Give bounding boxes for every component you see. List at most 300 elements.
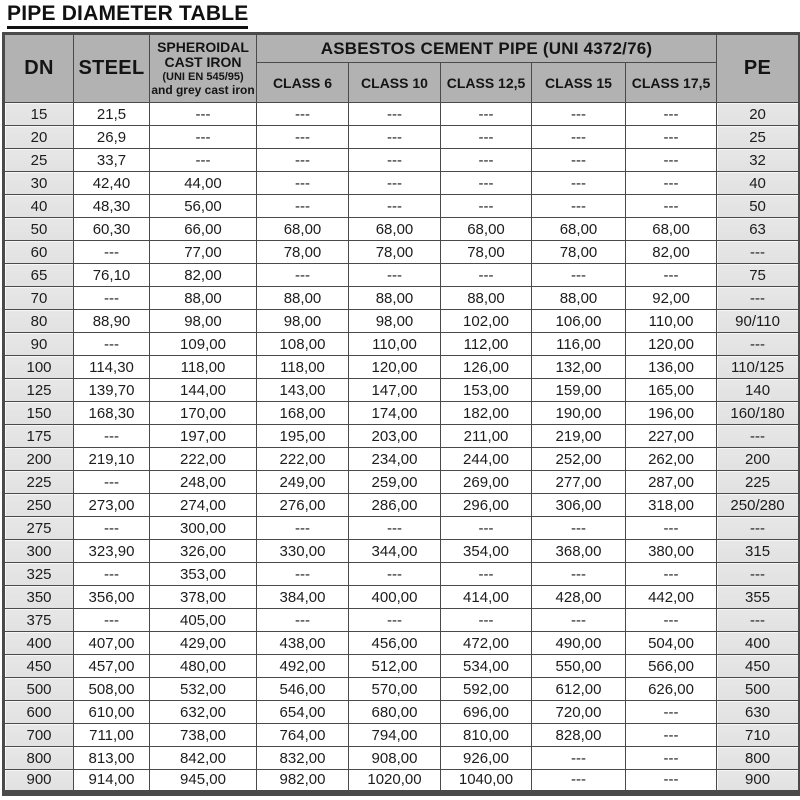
diameter-value-cell: --- xyxy=(74,609,150,632)
diameter-value-cell: --- xyxy=(626,195,717,218)
diameter-value-cell: 532,00 xyxy=(150,678,257,701)
column-header-dn: DN xyxy=(4,34,74,103)
diameter-value-cell: --- xyxy=(441,517,532,540)
diameter-value-cell: --- xyxy=(349,195,441,218)
diameter-value-cell: --- xyxy=(532,195,626,218)
diameter-value-cell: --- xyxy=(626,517,717,540)
table-row xyxy=(4,126,800,149)
diameter-value-cell: --- xyxy=(257,609,349,632)
diameter-value-cell: 168,00 xyxy=(257,402,349,425)
pe-cell: 140 xyxy=(717,379,800,402)
diameter-value-cell: --- xyxy=(349,149,441,172)
diameter-value-cell: 98,00 xyxy=(349,310,441,333)
diameter-value-cell: 323,90 xyxy=(74,540,150,563)
diameter-value-cell: --- xyxy=(257,103,349,126)
diameter-value-cell: 108,00 xyxy=(257,333,349,356)
diameter-value-cell: 33,7 xyxy=(74,149,150,172)
diameter-value-cell: 832,00 xyxy=(257,747,349,770)
diameter-value-cell: 828,00 xyxy=(532,724,626,747)
diameter-value-cell: 120,00 xyxy=(349,356,441,379)
diameter-value-cell: 550,00 xyxy=(532,655,626,678)
diameter-value-cell: 92,00 xyxy=(626,287,717,310)
diameter-value-cell: 326,00 xyxy=(150,540,257,563)
dn-cell: 400 xyxy=(4,632,74,655)
dn-cell: 25 xyxy=(4,149,74,172)
diameter-value-cell: 300,00 xyxy=(150,517,257,540)
diameter-value-cell: --- xyxy=(257,172,349,195)
pe-cell: 32 xyxy=(717,149,800,172)
dn-cell: 275 xyxy=(4,517,74,540)
table-row xyxy=(4,379,800,402)
diameter-value-cell: 504,00 xyxy=(626,632,717,655)
diameter-value-cell: --- xyxy=(626,770,717,793)
pe-cell: --- xyxy=(717,563,800,586)
table-row xyxy=(4,356,800,379)
dn-cell: 200 xyxy=(4,448,74,471)
pe-cell: 50 xyxy=(717,195,800,218)
diameter-value-cell: --- xyxy=(74,241,150,264)
table-row xyxy=(4,632,800,655)
pe-cell: 225 xyxy=(717,471,800,494)
column-header-pe: PE xyxy=(717,34,800,103)
page-title: PIPE DIAMETER TABLE xyxy=(7,3,248,29)
diameter-value-cell: 88,00 xyxy=(349,287,441,310)
dn-cell: 70 xyxy=(4,287,74,310)
pe-cell: 800 xyxy=(717,747,800,770)
column-header-class-10: CLASS 10 xyxy=(349,63,441,103)
pe-cell: 250/280 xyxy=(717,494,800,517)
diameter-value-cell: 982,00 xyxy=(257,770,349,793)
diameter-value-cell: 428,00 xyxy=(532,586,626,609)
diameter-value-cell: --- xyxy=(626,724,717,747)
dn-cell: 600 xyxy=(4,701,74,724)
dn-cell: 175 xyxy=(4,425,74,448)
cast-iron-note: and grey cast iron xyxy=(151,83,255,98)
diameter-value-cell: 211,00 xyxy=(441,425,532,448)
diameter-value-cell: 480,00 xyxy=(150,655,257,678)
diameter-value-cell: 405,00 xyxy=(150,609,257,632)
diameter-value-cell: --- xyxy=(441,609,532,632)
diameter-value-cell: --- xyxy=(257,149,349,172)
diameter-value-cell: 1040,00 xyxy=(441,770,532,793)
diameter-value-cell: --- xyxy=(441,195,532,218)
dn-cell: 65 xyxy=(4,264,74,287)
diameter-value-cell: 378,00 xyxy=(150,586,257,609)
diameter-value-cell: 269,00 xyxy=(441,471,532,494)
dn-cell: 80 xyxy=(4,310,74,333)
table-row xyxy=(4,310,800,333)
diameter-value-cell: --- xyxy=(532,149,626,172)
pe-cell: --- xyxy=(717,241,800,264)
table-row xyxy=(4,448,800,471)
dn-cell: 225 xyxy=(4,471,74,494)
pe-cell: --- xyxy=(717,425,800,448)
pe-cell: 40 xyxy=(717,172,800,195)
diameter-value-cell: 318,00 xyxy=(626,494,717,517)
diameter-value-cell: 720,00 xyxy=(532,701,626,724)
diameter-value-cell: --- xyxy=(441,563,532,586)
diameter-value-cell: 56,00 xyxy=(150,195,257,218)
diameter-value-cell: 78,00 xyxy=(532,241,626,264)
dn-cell: 60 xyxy=(4,241,74,264)
diameter-value-cell: --- xyxy=(626,609,717,632)
dn-cell: 325 xyxy=(4,563,74,586)
table-row xyxy=(4,494,800,517)
diameter-value-cell: 842,00 xyxy=(150,747,257,770)
diameter-value-cell: --- xyxy=(532,126,626,149)
diameter-value-cell: --- xyxy=(349,103,441,126)
diameter-value-cell: 244,00 xyxy=(441,448,532,471)
diameter-value-cell: 98,00 xyxy=(150,310,257,333)
diameter-value-cell: 400,00 xyxy=(349,586,441,609)
diameter-value-cell: 66,00 xyxy=(150,218,257,241)
diameter-value-cell: 42,40 xyxy=(74,172,150,195)
pe-cell: 710 xyxy=(717,724,800,747)
diameter-value-cell: --- xyxy=(257,195,349,218)
diameter-value-cell: 88,90 xyxy=(74,310,150,333)
table-row xyxy=(4,701,800,724)
pe-cell: 630 xyxy=(717,701,800,724)
diameter-value-cell: --- xyxy=(257,126,349,149)
diameter-value-cell: --- xyxy=(349,563,441,586)
diameter-value-cell: --- xyxy=(626,701,717,724)
pe-cell: 315 xyxy=(717,540,800,563)
diameter-value-cell: 68,00 xyxy=(257,218,349,241)
column-header-steel: STEEL xyxy=(74,34,150,103)
table-body xyxy=(4,103,800,793)
diameter-value-cell: 249,00 xyxy=(257,471,349,494)
diameter-value-cell: 195,00 xyxy=(257,425,349,448)
diameter-value-cell: --- xyxy=(349,172,441,195)
diameter-value-cell: --- xyxy=(532,172,626,195)
diameter-value-cell: 368,00 xyxy=(532,540,626,563)
pe-cell: 110/125 xyxy=(717,356,800,379)
diameter-value-cell: 490,00 xyxy=(532,632,626,655)
diameter-value-cell: --- xyxy=(532,563,626,586)
diameter-value-cell: 632,00 xyxy=(150,701,257,724)
dn-cell: 90 xyxy=(4,333,74,356)
diameter-value-cell: --- xyxy=(532,770,626,793)
diameter-value-cell: 813,00 xyxy=(74,747,150,770)
column-header-class-15: CLASS 15 xyxy=(532,63,626,103)
diameter-value-cell: 77,00 xyxy=(150,241,257,264)
pe-cell: 200 xyxy=(717,448,800,471)
diameter-value-cell: 88,00 xyxy=(532,287,626,310)
diameter-value-cell: 227,00 xyxy=(626,425,717,448)
diameter-value-cell: 222,00 xyxy=(150,448,257,471)
diameter-value-cell: 512,00 xyxy=(349,655,441,678)
diameter-value-cell: --- xyxy=(441,264,532,287)
table-row xyxy=(4,724,800,747)
diameter-value-cell: 126,00 xyxy=(441,356,532,379)
diameter-value-cell: 112,00 xyxy=(441,333,532,356)
diameter-value-cell: 252,00 xyxy=(532,448,626,471)
diameter-value-cell: 248,00 xyxy=(150,471,257,494)
diameter-value-cell: --- xyxy=(349,264,441,287)
diameter-value-cell: 234,00 xyxy=(349,448,441,471)
diameter-value-cell: 457,00 xyxy=(74,655,150,678)
diameter-value-cell: 908,00 xyxy=(349,747,441,770)
diameter-value-cell: 353,00 xyxy=(150,563,257,586)
diameter-value-cell: --- xyxy=(626,264,717,287)
pe-cell: 90/110 xyxy=(717,310,800,333)
diameter-value-cell: 442,00 xyxy=(626,586,717,609)
diameter-value-cell: 222,00 xyxy=(257,448,349,471)
diameter-value-cell: 407,00 xyxy=(74,632,150,655)
diameter-value-cell: 153,00 xyxy=(441,379,532,402)
diameter-value-cell: --- xyxy=(74,333,150,356)
diameter-value-cell: 78,00 xyxy=(349,241,441,264)
diameter-value-cell: 764,00 xyxy=(257,724,349,747)
diameter-value-cell: 570,00 xyxy=(349,678,441,701)
diameter-value-cell: 44,00 xyxy=(150,172,257,195)
diameter-value-cell: 612,00 xyxy=(532,678,626,701)
pe-cell: 400 xyxy=(717,632,800,655)
diameter-value-cell: 287,00 xyxy=(626,471,717,494)
diameter-value-cell: 190,00 xyxy=(532,402,626,425)
diameter-value-cell: 110,00 xyxy=(349,333,441,356)
diameter-value-cell: 118,00 xyxy=(150,356,257,379)
diameter-value-cell: --- xyxy=(441,126,532,149)
diameter-value-cell: 196,00 xyxy=(626,402,717,425)
diameter-value-cell: 78,00 xyxy=(441,241,532,264)
pe-cell: 450 xyxy=(717,655,800,678)
diameter-value-cell: 78,00 xyxy=(257,241,349,264)
diameter-value-cell: 456,00 xyxy=(349,632,441,655)
dn-cell: 150 xyxy=(4,402,74,425)
dn-cell: 30 xyxy=(4,172,74,195)
table-row xyxy=(4,586,800,609)
table-row xyxy=(4,563,800,586)
diameter-value-cell: 106,00 xyxy=(532,310,626,333)
diameter-value-cell: 566,00 xyxy=(626,655,717,678)
table-row xyxy=(4,287,800,310)
table-row xyxy=(4,425,800,448)
pe-cell: --- xyxy=(717,333,800,356)
diameter-value-cell: --- xyxy=(74,287,150,310)
pe-cell: 160/180 xyxy=(717,402,800,425)
diameter-value-cell: 118,00 xyxy=(257,356,349,379)
diameter-value-cell: 354,00 xyxy=(441,540,532,563)
diameter-value-cell: 159,00 xyxy=(532,379,626,402)
diameter-value-cell: 626,00 xyxy=(626,678,717,701)
diameter-value-cell: --- xyxy=(626,126,717,149)
diameter-value-cell: --- xyxy=(532,103,626,126)
dn-cell: 15 xyxy=(4,103,74,126)
diameter-value-cell: 68,00 xyxy=(532,218,626,241)
diameter-value-cell: 147,00 xyxy=(349,379,441,402)
diameter-value-cell: 492,00 xyxy=(257,655,349,678)
table-row xyxy=(4,149,800,172)
diameter-value-cell: 286,00 xyxy=(349,494,441,517)
column-header-cast-iron xyxy=(150,34,257,103)
diameter-value-cell: 60,30 xyxy=(74,218,150,241)
diameter-value-cell: 926,00 xyxy=(441,747,532,770)
diameter-value-cell: 306,00 xyxy=(532,494,626,517)
column-header-class-12-5: CLASS 12,5 xyxy=(441,63,532,103)
diameter-value-cell: 696,00 xyxy=(441,701,532,724)
column-header-class-6: CLASS 6 xyxy=(257,63,349,103)
diameter-value-cell: 21,5 xyxy=(74,103,150,126)
diameter-value-cell: 26,9 xyxy=(74,126,150,149)
table-row xyxy=(4,264,800,287)
diameter-value-cell: --- xyxy=(532,264,626,287)
table-row xyxy=(4,655,800,678)
diameter-value-cell: 414,00 xyxy=(441,586,532,609)
diameter-value-cell: 82,00 xyxy=(626,241,717,264)
cast-iron-title: SPHEROIDAL CAST IRON xyxy=(157,39,249,71)
diameter-value-cell: 472,00 xyxy=(441,632,532,655)
pe-cell: 20 xyxy=(717,103,800,126)
diameter-value-cell: --- xyxy=(74,517,150,540)
diameter-value-cell: --- xyxy=(532,747,626,770)
dn-cell: 900 xyxy=(4,770,74,793)
diameter-value-cell: 116,00 xyxy=(532,333,626,356)
table-row xyxy=(4,195,800,218)
diameter-value-cell: 144,00 xyxy=(150,379,257,402)
dn-cell: 450 xyxy=(4,655,74,678)
diameter-value-cell: 273,00 xyxy=(74,494,150,517)
diameter-value-cell: 76,10 xyxy=(74,264,150,287)
dn-cell: 40 xyxy=(4,195,74,218)
diameter-value-cell: 139,70 xyxy=(74,379,150,402)
diameter-value-cell: 429,00 xyxy=(150,632,257,655)
diameter-value-cell: --- xyxy=(441,149,532,172)
pe-cell: 900 xyxy=(717,770,800,793)
diameter-value-cell: 203,00 xyxy=(349,425,441,448)
diameter-value-cell: --- xyxy=(626,747,717,770)
diameter-value-cell: --- xyxy=(626,149,717,172)
pipe-diameter-table xyxy=(2,32,800,796)
diameter-value-cell: 534,00 xyxy=(441,655,532,678)
diameter-value-cell: 1020,00 xyxy=(349,770,441,793)
diameter-value-cell: 88,00 xyxy=(150,287,257,310)
table-row xyxy=(4,402,800,425)
diameter-value-cell: 174,00 xyxy=(349,402,441,425)
diameter-value-cell: 438,00 xyxy=(257,632,349,655)
diameter-value-cell: 546,00 xyxy=(257,678,349,701)
diameter-value-cell: 165,00 xyxy=(626,379,717,402)
diameter-value-cell: --- xyxy=(349,517,441,540)
diameter-value-cell: 592,00 xyxy=(441,678,532,701)
diameter-value-cell: 197,00 xyxy=(150,425,257,448)
diameter-value-cell: --- xyxy=(441,103,532,126)
diameter-value-cell: --- xyxy=(150,103,257,126)
diameter-value-cell: --- xyxy=(74,471,150,494)
dn-cell: 250 xyxy=(4,494,74,517)
table-header xyxy=(4,34,800,103)
diameter-value-cell: 259,00 xyxy=(349,471,441,494)
diameter-value-cell: 68,00 xyxy=(626,218,717,241)
diameter-value-cell: --- xyxy=(626,172,717,195)
diameter-value-cell: 945,00 xyxy=(150,770,257,793)
table-row xyxy=(4,241,800,264)
table-row xyxy=(4,540,800,563)
diameter-value-cell: 120,00 xyxy=(626,333,717,356)
diameter-value-cell: 276,00 xyxy=(257,494,349,517)
diameter-value-cell: 88,00 xyxy=(257,287,349,310)
pe-cell: --- xyxy=(717,609,800,632)
diameter-value-cell: --- xyxy=(626,563,717,586)
cast-iron-standard: (UNI EN 545/95) xyxy=(162,71,244,84)
table-row xyxy=(4,172,800,195)
diameter-value-cell: 132,00 xyxy=(532,356,626,379)
column-header-class-17-5: CLASS 17,5 xyxy=(626,63,717,103)
dn-cell: 300 xyxy=(4,540,74,563)
pe-cell: 75 xyxy=(717,264,800,287)
diameter-value-cell: 711,00 xyxy=(74,724,150,747)
pe-cell: --- xyxy=(717,287,800,310)
table-row xyxy=(4,218,800,241)
diameter-value-cell: 170,00 xyxy=(150,402,257,425)
diameter-value-cell: 219,00 xyxy=(532,425,626,448)
diameter-value-cell: 82,00 xyxy=(150,264,257,287)
table-row xyxy=(4,517,800,540)
diameter-value-cell: --- xyxy=(441,172,532,195)
dn-cell: 700 xyxy=(4,724,74,747)
diameter-value-cell: --- xyxy=(257,563,349,586)
diameter-value-cell: 143,00 xyxy=(257,379,349,402)
diameter-value-cell: --- xyxy=(150,126,257,149)
diameter-value-cell: --- xyxy=(257,264,349,287)
diameter-value-cell: 182,00 xyxy=(441,402,532,425)
dn-cell: 125 xyxy=(4,379,74,402)
diameter-value-cell: 810,00 xyxy=(441,724,532,747)
diameter-value-cell: 610,00 xyxy=(74,701,150,724)
diameter-value-cell: 219,10 xyxy=(74,448,150,471)
diameter-value-cell: --- xyxy=(349,126,441,149)
dn-cell: 100 xyxy=(4,356,74,379)
dn-cell: 500 xyxy=(4,678,74,701)
dn-cell: 350 xyxy=(4,586,74,609)
diameter-value-cell: 102,00 xyxy=(441,310,532,333)
diameter-value-cell: --- xyxy=(532,517,626,540)
pe-cell: --- xyxy=(717,517,800,540)
diameter-value-cell: 344,00 xyxy=(349,540,441,563)
diameter-value-cell: 738,00 xyxy=(150,724,257,747)
diameter-value-cell: 654,00 xyxy=(257,701,349,724)
diameter-value-cell: 48,30 xyxy=(74,195,150,218)
diameter-value-cell: 168,30 xyxy=(74,402,150,425)
table-row xyxy=(4,770,800,793)
diameter-value-cell: --- xyxy=(74,563,150,586)
diameter-value-cell: 508,00 xyxy=(74,678,150,701)
diameter-value-cell: 109,00 xyxy=(150,333,257,356)
dn-cell: 375 xyxy=(4,609,74,632)
diameter-value-cell: 680,00 xyxy=(349,701,441,724)
diameter-value-cell: --- xyxy=(349,609,441,632)
dn-cell: 20 xyxy=(4,126,74,149)
pe-cell: 355 xyxy=(717,586,800,609)
diameter-value-cell: --- xyxy=(626,103,717,126)
pe-cell: 25 xyxy=(717,126,800,149)
table-row xyxy=(4,333,800,356)
dn-cell: 50 xyxy=(4,218,74,241)
diameter-value-cell: 277,00 xyxy=(532,471,626,494)
table-row xyxy=(4,471,800,494)
diameter-value-cell: 296,00 xyxy=(441,494,532,517)
table-row xyxy=(4,609,800,632)
pe-cell: 63 xyxy=(717,218,800,241)
diameter-value-cell: 330,00 xyxy=(257,540,349,563)
table-row xyxy=(4,103,800,126)
diameter-value-cell: 384,00 xyxy=(257,586,349,609)
diameter-value-cell: 262,00 xyxy=(626,448,717,471)
table-row xyxy=(4,747,800,770)
diameter-value-cell: 356,00 xyxy=(74,586,150,609)
diameter-value-cell: 114,30 xyxy=(74,356,150,379)
table-row xyxy=(4,678,800,701)
